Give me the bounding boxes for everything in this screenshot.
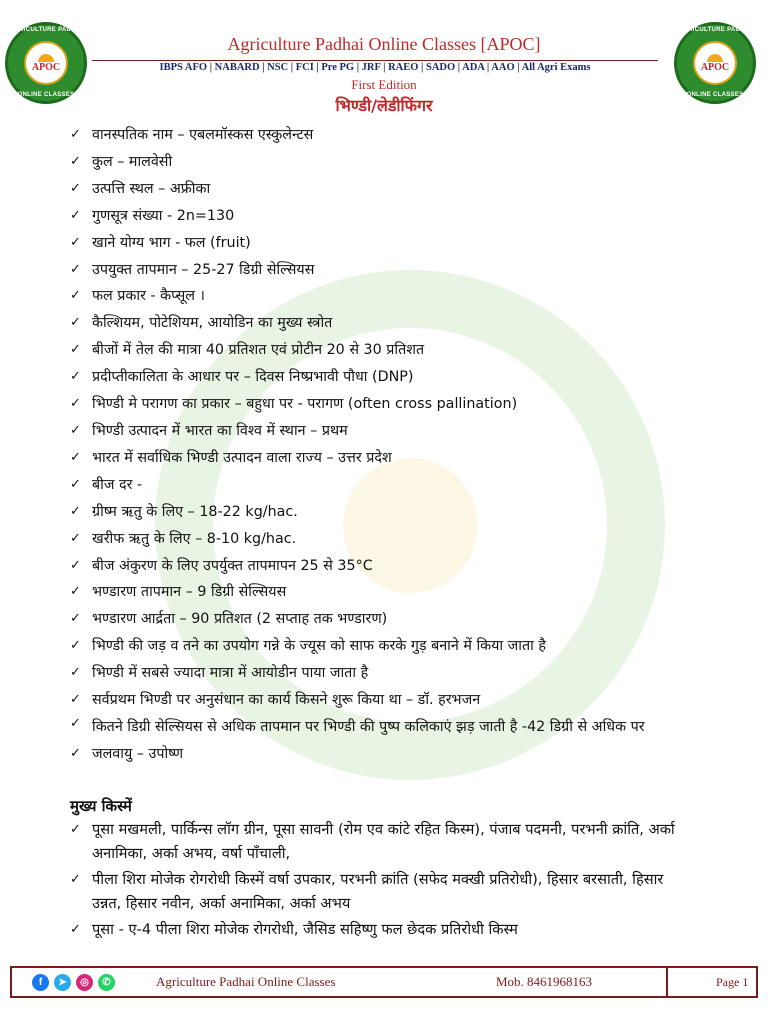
list-item <box>70 149 690 176</box>
page-number: Page 1 <box>716 974 749 989</box>
checkmark-icon: ✓ <box>70 127 81 142</box>
list-item <box>70 818 680 866</box>
list-item-text: ग्रीष्म ऋतु के लिए – 18-22 kg/hac. <box>92 503 298 520</box>
list-item <box>70 606 690 633</box>
list-item-text: उत्पत्ति स्थल – अफ्रीका <box>92 180 211 197</box>
checkmark-icon: ✓ <box>70 180 81 196</box>
varieties-list <box>70 818 680 944</box>
checkmark-icon: ✓ <box>70 503 81 519</box>
checkmark-icon: ✓ <box>70 449 81 465</box>
list-item-text: पीला शिरा मोजेक रोगरोधी किस्में वर्षा उपकार, परभनी क्रांति (सफेद मक्खी प्रतिरोधी), हिसार बरसाती, हिसार उन्नत, हिसार नवीन, अर्का अनामिका, अर्का अभय <box>92 871 664 912</box>
list-item-text: फल प्रकार - कैप्सूल । <box>92 288 205 305</box>
logo-ring-top-text: AGRICULTURE PADHAI <box>9 27 83 33</box>
list-item-text: भिण्डी में सबसे ज्यादा मात्रा में आयोडीन पाया जाता है <box>92 665 369 682</box>
list-item <box>70 337 690 364</box>
list-item-text: उपयुक्त तापमान – 25-27 डिग्री सेल्सियस <box>92 261 315 278</box>
list-item <box>70 660 690 687</box>
list-item <box>70 283 690 310</box>
list-item <box>70 526 690 553</box>
checkmark-icon: ✓ <box>70 342 81 358</box>
list-item <box>70 579 690 606</box>
checkmark-icon: ✓ <box>70 557 81 573</box>
footer-divider <box>666 968 668 996</box>
list-item <box>70 741 690 768</box>
list-item-text: गुणसूत्र संख्या - 2n=130 <box>92 207 235 224</box>
checkmark-icon: ✓ <box>70 611 81 627</box>
footer-name: Agriculture Padhai Online Classes <box>156 974 336 989</box>
list-item-text: भण्डारण तापमान – 9 डिग्री सेल्सियस <box>92 584 287 601</box>
list-item-text: वानस्पतिक नाम – एबलमॉस्कस एस्कुलेन्टस <box>92 127 314 143</box>
list-item <box>70 633 690 660</box>
list-item <box>70 553 690 580</box>
facebook-icon[interactable]: f <box>32 974 49 991</box>
checkmark-icon: ✓ <box>70 153 81 169</box>
checkmark-icon: ✓ <box>70 822 81 837</box>
facts-list <box>70 122 690 768</box>
logo-abbr: APOC <box>700 61 730 73</box>
list-item-text: पूसा मखमली, पार्किन्स लॉग ग्रीन, पूसा सावनी (रोम एव कांटे रहित किस्म), पंजाब पदमनी, परभनी क्रांति, अर्का अनामिका, अर्का अभय, वर्षा पाँचाली, <box>92 821 675 862</box>
list-item-text: खाने योग्य भाग - फल (fruit) <box>92 234 251 251</box>
list-item-text: बीज अंकुरण के लिए उपर्युक्त तापमापन 25 से 35°C <box>92 557 373 574</box>
header-divider <box>92 60 658 61</box>
checkmark-icon: ✓ <box>70 665 81 681</box>
list-item <box>70 868 680 916</box>
list-item-text: कैल्शियम, पोटेशियम, आयोडिन का मुख्य स्त्रोत <box>92 315 333 332</box>
page-title: भिण्डी/लेडीफिंगर <box>335 96 433 115</box>
list-item-text: जलवायु – उपोष्ण <box>92 745 184 762</box>
list-item-text: प्रदीप्तीकालिता के आधार पर – दिवस निष्प्रभावी पौधा (DNP) <box>92 369 414 386</box>
logo-ring-bottom-text: ONLINE CLASSES <box>17 92 75 98</box>
checkmark-icon: ✓ <box>70 715 81 731</box>
list-item-text: कितने डिग्री सेल्सियस से अधिक तापमान पर भिण्डी की पुष्प कलिकाएं झड़ जाती है -42 डिग्री से अधिक पर <box>92 718 645 735</box>
list-item <box>70 472 690 499</box>
list-item-text: भिण्डी मे परागण का प्रकार – बहुधा पर - परागण (often cross pallination) <box>92 396 518 413</box>
list-item <box>70 687 690 714</box>
checkmark-icon: ✓ <box>70 745 81 761</box>
list-item <box>70 391 690 418</box>
checkmark-icon: ✓ <box>70 288 81 304</box>
list-item-text: भारत में सर्वाधिक भिण्डी उत्पादन वाला राज्य – उत्तर प्रदेश <box>92 449 392 466</box>
logo-abbr: APOC <box>31 61 61 73</box>
footer-mobile: Mob. 8461968163 <box>496 974 593 989</box>
list-item <box>70 445 690 472</box>
list-item <box>70 122 690 149</box>
list-item <box>70 230 690 257</box>
checkmark-icon: ✓ <box>70 396 81 412</box>
list-item-text: खरीफ ऋतु के लिए – 8-10 kg/hac. <box>92 530 297 547</box>
checkmark-icon: ✓ <box>70 476 81 492</box>
list-item-text: भण्डारण आर्द्रता – 90 प्रतिशत (2 सप्ताह तक भण्डारण) <box>92 611 388 628</box>
header-edition: First Edition <box>351 77 417 92</box>
list-item <box>70 714 690 741</box>
checkmark-icon: ✓ <box>70 207 81 223</box>
checkmark-icon: ✓ <box>70 638 81 654</box>
checkmark-icon: ✓ <box>70 584 81 600</box>
list-item-text: भिण्डी उत्पादन में भारत का विश्व में स्थान – प्रथम <box>92 422 348 439</box>
list-item <box>70 918 680 942</box>
header-title: Agriculture Padhai Online Classes [APOC] <box>227 34 541 54</box>
checkmark-icon: ✓ <box>70 422 81 438</box>
page-footer <box>10 966 758 998</box>
varieties-heading: मुख्य किस्में <box>70 797 132 815</box>
whatsapp-icon[interactable]: ✆ <box>98 974 115 991</box>
telegram-icon[interactable]: ➤ <box>54 974 71 991</box>
list-item-text: पूसा - ए-4 पीला शिरा मोजेक रोगरोधी, जैसिड सहिष्णु फल छेदक प्रतिरोधी किस्म <box>92 921 518 938</box>
list-item <box>70 499 690 526</box>
checkmark-icon: ✓ <box>70 872 81 887</box>
checkmark-icon: ✓ <box>70 692 81 708</box>
checkmark-icon: ✓ <box>70 315 81 331</box>
list-item-text: कुल – मालवेसी <box>92 153 173 170</box>
list-item <box>70 310 690 337</box>
list-item-text: बीजों में तेल की मात्रा 40 प्रतिशत एवं प्रोटीन 20 से 30 प्रतिशत <box>92 342 425 359</box>
checkmark-icon: ✓ <box>70 369 81 385</box>
checkmark-icon: ✓ <box>70 530 81 546</box>
checkmark-icon: ✓ <box>70 234 81 250</box>
list-item <box>70 176 690 203</box>
checkmark-icon: ✓ <box>70 922 81 937</box>
list-item <box>70 257 690 284</box>
list-item <box>70 364 690 391</box>
list-item-text: भिण्डी की जड़ व तने का उपयोग गन्ने के ज्यूस को साफ करके गुड़ बनाने में किया जाता है <box>92 638 546 655</box>
list-item-text: सर्वप्रथम भिण्डी पर अनुसंधान का कार्य किसने शुरू किया था – डॉ. हरभजन <box>92 692 481 709</box>
list-item <box>70 203 690 230</box>
list-item-text: बीज दर - <box>92 476 143 493</box>
logo-ring-top-text: AGRICULTURE PADHAI <box>678 27 752 33</box>
instagram-icon[interactable]: ◎ <box>76 974 93 991</box>
logo-ring-bottom-text: ONLINE CLASSES <box>686 92 744 98</box>
list-item <box>70 418 690 445</box>
social-icons <box>32 974 136 991</box>
header-exam-list: IBPS AFO | NABARD | NSC | FCI | Pre PG | JRF | RAEO | SADO | ADA | AAO | All Agri Exams <box>159 62 591 73</box>
checkmark-icon: ✓ <box>70 261 81 277</box>
